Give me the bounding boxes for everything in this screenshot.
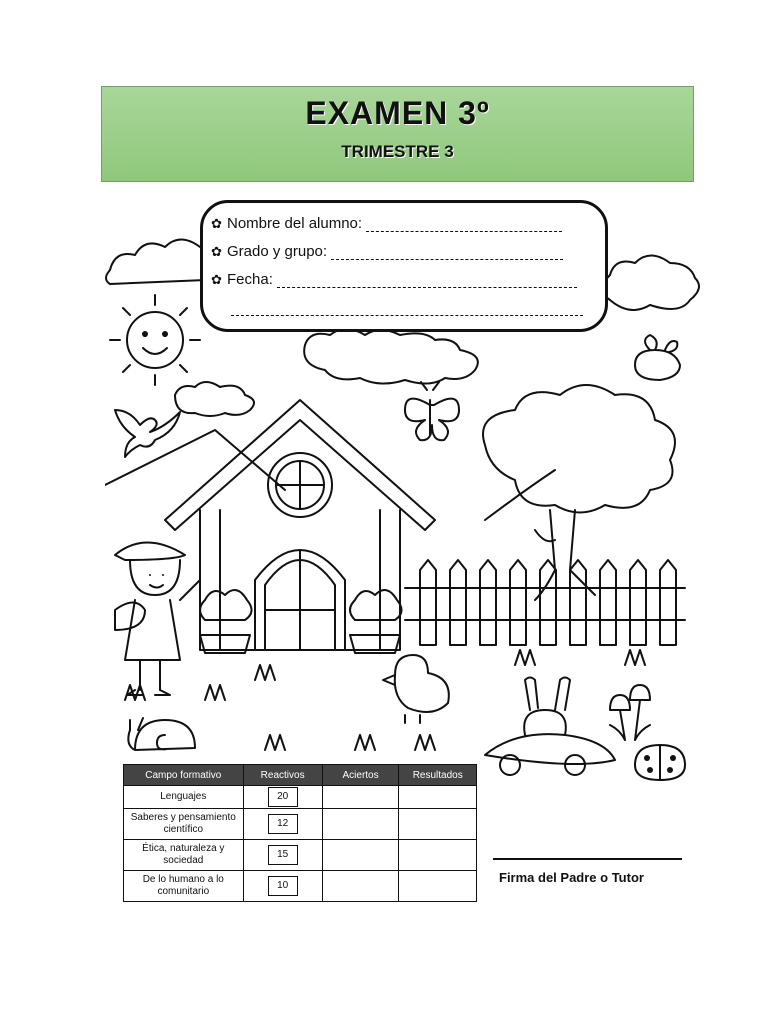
fence: [405, 560, 685, 645]
reactivos-cell: 15: [268, 845, 298, 865]
campo-cell: Ética, naturaleza y sociedad: [124, 840, 244, 871]
campo-cell: De lo humano a lo comunitario: [124, 871, 244, 902]
sun-icon: [127, 312, 183, 368]
ladybug-icon: [635, 745, 685, 780]
resultados-cell[interactable]: [399, 809, 477, 840]
resultados-cell[interactable]: [399, 786, 477, 809]
aciertos-cell[interactable]: [322, 871, 399, 902]
cloud-middle: [304, 329, 478, 384]
scores-table: [123, 764, 477, 902]
extra-input-line[interactable]: [231, 303, 583, 316]
aciertos-cell[interactable]: [322, 809, 399, 840]
exam-banner: [101, 86, 694, 182]
exam-title: EXAMEN 3º: [305, 95, 490, 131]
resultados-cell[interactable]: [399, 840, 477, 871]
name-row: [211, 215, 562, 232]
tulips-icon: [610, 685, 650, 740]
aciertos-cell[interactable]: [322, 786, 399, 809]
flower-icon: ✿: [211, 244, 222, 259]
grade-label: Grado y grupo:: [227, 243, 328, 260]
table-row: [124, 786, 477, 809]
flower-icon: ✿: [211, 272, 222, 287]
reactivos-cell: 20: [268, 787, 298, 807]
bird-icon: [115, 410, 180, 457]
header-resultados: Resultados: [399, 765, 477, 786]
header-campo: Campo formativo: [124, 765, 244, 786]
campo-cell: Lenguajes: [124, 786, 244, 809]
name-input-line[interactable]: [366, 219, 562, 232]
duck-icon: [383, 655, 449, 723]
aciertos-cell[interactable]: [322, 840, 399, 871]
house-door: [255, 550, 345, 650]
flower-pot-left: [200, 590, 252, 653]
reactivos-cell: 12: [268, 814, 298, 834]
cloud-right: [603, 256, 700, 310]
student-info-box: [200, 200, 608, 332]
exam-subtitle: TRIMESTRE 3: [341, 142, 454, 161]
bunny-car-icon: [485, 678, 615, 776]
name-label: Nombre del alumno:: [227, 215, 363, 232]
campo-cell: Saberes y pensamiento científico: [124, 809, 244, 840]
signature-line[interactable]: [493, 858, 682, 860]
header-aciertos: Aciertos: [322, 765, 399, 786]
resultados-cell[interactable]: [399, 871, 477, 902]
snail-icon: [128, 718, 195, 750]
grade-row: [211, 243, 563, 260]
date-row: [211, 271, 577, 288]
flower-pot-right: [350, 590, 402, 653]
table-row: [124, 809, 477, 840]
table-header-row: [124, 765, 477, 786]
butterfly-icon: [405, 382, 459, 440]
table-row: [124, 840, 477, 871]
reactivos-cell: 10: [268, 876, 298, 896]
grade-input-line[interactable]: [331, 247, 563, 260]
extra-row: [231, 299, 583, 316]
girl-icon: [115, 543, 200, 696]
date-input-line[interactable]: [277, 275, 577, 288]
date-label: Fecha:: [227, 271, 273, 288]
header-reactivos: Reactivos: [243, 765, 322, 786]
cloud-small: [175, 382, 254, 416]
bee-icon: [635, 335, 680, 380]
table-row: [124, 871, 477, 902]
signature-label: Firma del Padre o Tutor: [499, 870, 644, 885]
flower-icon: ✿: [211, 216, 222, 231]
